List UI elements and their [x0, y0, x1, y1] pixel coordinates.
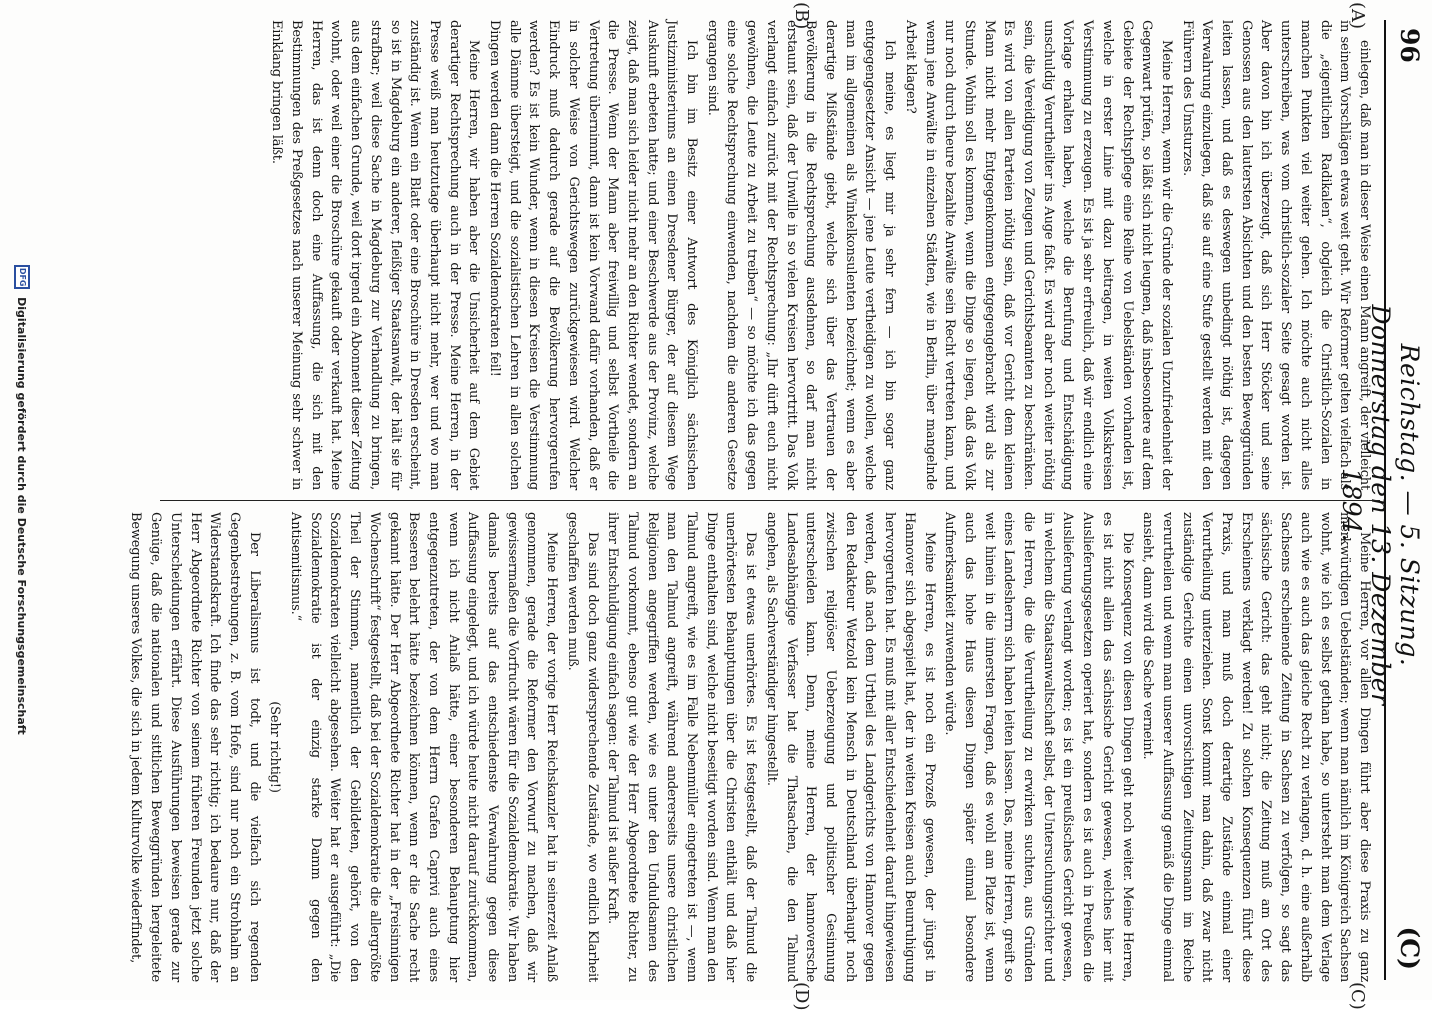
paragraph: Meine Herren, vor allen Dingen führt aber diese Praxis zu ganz merkwürdigen Uebelständen; wenn man nämlich im Königreich Sachsen wohnt, wie ich es selbst gethan habe, so untersteht man dem Verlage auch wie es auch das gleiche Recht zu verlangen, d. h. eine außerhalb Sachsens erscheinende Zeitung in Sachsen zu verfolgen, so sagt das sächsische Gericht: das geht nicht; die Zeitung muß am Ort des Erscheinens verklagt werden! Zu solchen Konsequenzen führt diese Praxis, und man muß doch derartige Zustände einmal einer Verurtheilung unterziehen. Sonst kommt man dahin, daß zwar nicht zuständige Gerichte einen unvorsichtigen Zeitungsmann im Reiche verurtheilen und wenn man unserer Auffassung gemäß die Dinge einmal ansieht, dann wird die Sache verneint.: [1140, 512, 1372, 982]
paragraph: Meine Herren, wenn wir die Gründe der sozialen Unzufriedenheit der Gegenwart prüfen, so läßt sich nicht leugnen, daß insbesondere auf dem Gebiete der Rechtspflege eine Reihe von Uebelständen vorhanden ist, welche in erster Linie mit dazu beitragen, in weiten Volkskreisen Verstimmung zu erzeugen. Es ist ja sehr erfreulich, daß wir endlich eine Vorlage erhalten haben, welche die Berufung und Entschädigung unschuldig Verurtheilter ins Auge faßt. Es wird aber noch weiter nöthig sein, die Vereidigung von Zeugen und Gerichtsbeamten zu beschränken. Es wird von allen Parteien nöthig sein, daß vor Gericht dem kleinen Mann nicht mehr Entgegenkommen entgegengebracht wird als zur Stunde. Wohin soll es kommen, wenn die Dinge so liegen, daß das Volk nur noch durch theure bezahlte Anwälte sein Recht vertreten kann, und wenn jene Anwälte in einzelnen Städten, wie in Berlin, über mangelnde Arbeit klagen?: [902, 20, 1174, 490]
paragraph: Das sind doch ganz widersprechende Zustände, wo endlich Klarheit geschaffen werden muß.: [564, 512, 600, 982]
footer-credit: Digitalisierung gefördert durch die Deutsche Forschungsgemeinschaft: [15, 297, 29, 735]
interjection: (Sehr richtig!): [267, 701, 283, 793]
header-rule: [1384, 20, 1386, 980]
paragraph: Das ist etwas unerhörtes. Es ist festgestellt, daß der Talmud die unerhörtesten Behauptungen über die Christen enthält und daß hier Dinge enthalten sind, welche nicht beseitigt worden sind. Wenn man den Talmud angreift, wie es im Falle Nebenmüller eingetreten ist —, wenn man den Talmud angreift, während andererseits unsere christlichen Religionen angegriffen werden, wie es unter den Unduldsamen des Talmud vorkommt, ebenso gut wie der Herr Abgeordnete Richter, zu ihrer Entschuldigung einfach sagen: der Talmud ist außer Kraft.: [605, 512, 759, 982]
page-header: [1337, 20, 1424, 980]
paragraph: Die Konsequenz von diesen Dingen geht noch weiter. Meine Herren, es ist nicht allein das sächsische Gericht gewesen, welches hier mit Auslieferungsgesetzen operiert hat, sondern es ist auch in Preußen die Auslieferung verlangt worden; es ist ein preußisches Gericht gewesen, in welchem die Staatsanwaltschaft selbst, der Untersuchungsrichter und die Herren, die die Verurtheilung zu erwirken suchten, aus Gründen eines Landesherrn sich haben leiten lassen. Das, meine Herren, greift so weit hinein in die innersten Fragen, daß es wohl am Platze ist, wenn auch das hohe Haus diesen Dingen später einmal besondere Aufmerksamkeit zuwenden würde.: [942, 512, 1135, 982]
paragraph: Meine Herren, der vorige Herr Reichskanzler hat in seinerzeit Anlaß genommen, gerade die Reformer den Vorwurf zu machen, daß wir gewissermaßen die Vorfrucht wären für die Sozialdemokratie. Wir haben damals bereits auf das entschiedenste Verwahrung gegen diese Auffassung eingelegt, und ich würde heute nicht darauf zurückkommen, wenn ich nicht Anlaß hätte, einer besonderen Behauptung hier entgegenzutreten, der von dem Herrn Grafen Caprivi auch eines Besseren belehrt hätte bezeichnen können, wenn er die Sache recht gekannt hätte. Der Herr Abgeordnete Richter hat in der „Freisinnigen Wochenschrift“ festgestellt, daß bei der Sozialdemokratie die allergrößte Theil der Stimmen, namentlich der Gebildeten, gehört, von den Sozialdemokraten vielleicht abgesehen. Weiter hat er ausgeführt: „Die Sozialdemokratie ist der einzig starke Damm gegen den Antisemitismus.“: [288, 512, 560, 982]
margin-marker-c: (C): [1347, 982, 1368, 1010]
paragraph: einlegen, daß man in dieser Weise einen Mann angreift, der vielleicht in seinem Vorschlägen etwas weit geht. Wir Reformer gelten vielfach als die „eigentlichen Radikalen“, obgleich die Christlich-Sozialen in manchen Punkten viel weiter gehen. Ich möchte auch nicht alles unterschreiben, was vom christlich-sozialer Seite gesagt worden ist. Aber davon bin ich überzeugt, daß sich Herr Stöcker und seine Genossen aus den lautersten Absichten und den besten Beweggründen leiten lassen, und daß es deswegen unbedingt nöthig ist, dagegen Verwahrung einzulegen, daß sie auf eine Stufe gestellt werden mit den Führern des Umsturzes.: [1179, 20, 1372, 490]
running-title: Reichstag. — 5. Sitzung. Donnerstag den 13. Dezember 1894.: [1337, 304, 1424, 706]
paragraph: Meine Herren, es ist noch ein Prozeß gewesen, der jüngst in Hannover sich abgespielt hat, der in weiten Kreisen auch Beunruhigung hervorgerufen hat. Es muß mit aller Entschiedenheit darauf hingewiesen werden, daß nach dem Urtheil des Landgerichts von Hannover gegen den Redakteur Wetzold kein Mensch in Deutschland überhaupt noch zwischen religiöser Ueberzeugung und politischer Gesinnung unterscheiden kann. Denn, meine Herren, der hannoversche Landesabhängige Verfasser hat die Thatsachen, die den Talmud angehen, als Sachverständiger hingestellt.: [763, 512, 937, 982]
left-text-column: [154, 20, 1374, 490]
column-divider: [160, 500, 1380, 501]
margin-marker-a: (A): [1347, 2, 1368, 30]
margin-marker-d: (D): [791, 982, 812, 1010]
paragraph: Der Liberalismus ist todt, und die vielfach sich regenden Gegenbestrebungen, z. B. vom Hofe, sind nur noch ein Strohhalm an Widerstandskraft. Ich finde das sehr richtig; ich bedaure nur, daß der Herr Abgeordnete Richter von seinem früheren Freunden jetzt solche Unterscheidungen erfährt. Diese Ausführungen beweisen gerade zur Genüge, daß die nationalen und sittlichen Beweggründen hergeleitete Bewegung unseres Volkes, die sich in jedem Kulturvolke wiederfindet,: [128, 512, 262, 982]
margin-marker-b: (B): [791, 2, 812, 30]
header-right-marker: (C): [1395, 926, 1424, 970]
page-number: 96: [1395, 28, 1424, 63]
paragraph: Ich bin im Besitz einer Antwort des Königlich sächsischen Justizministeriums an einen Dresdener Bürger, der auf diesem Wege Auskunft erbeten hatte; und einer Beschwerde aus der Provinz, welche zeigt, daß man sich leider nicht mehr an den Richter wendet, sondern an die Presse. Wenn der Mann aber freiwillig und selbst Vortheile die Vertretung übernimmt, dann ist kein Vorwand dafür vorhanden, daß er in solcher Weise von Gerichtswegen zurückgewiesen wird. Welcher Eindruck muß dadurch gerade auf die Bevölkerung hervorgerufen werden? Es ist kein Wunder, wenn in diesen Kreisen die Verstimmung alle Dämme übersteigt, und die sozialistischen Lehren in allen solchen Dingen werden dann die Herren Sozialdemokraten feil!: [487, 20, 700, 490]
digitization-footer: [0, 0, 44, 1000]
dfg-logo: DFG: [14, 265, 30, 289]
right-text-column: [128, 512, 1374, 982]
paragraph: Ich meine, es liegt mir ja sehr fern — ich bin sogar ganz entgegengesetzter Ansicht — jene Leute vertheidigen zu wollen, welche man im allgemeinen als Winkelkonsulenten bezeichnet; wenn es aber derartige Mißstände giebt, welche sich über das Vertrauen der Bevölkerung in die Rechtsprechung ausdehnen, so darf man nicht erstaunt sein, daß der Unwille in so vielen Kreisen hervortritt. Das Volk verlangt einfach zurück mit der Rechtsprechung: „Ihr dürft euch nicht gewöhnen, die Leute zu Arbeit zu treiben“ — so möchte ich das gegen eine solche Rechtsprechung einwenden, nachdem die anderen Gesetze ergangen sind.: [704, 20, 898, 490]
paragraph: Meine Herren, wir haben aber die Unsicherheit auf dem Gebiet derartiger Rechtsprechung auch in der Presse. Meine Herren, in der Presse weiß man heutzutage überhaupt nicht mehr, wer und wo man zuständig ist. Wenn ein Blatt oder eine Broschüre in Dresden erscheint, so ist in Magdeburg ein anderer, fleißiger Staatsanwalt, der hält sie für strafbar; weil diese Sache in Magdeburg zur Verhandlung zu bringen, aus dem einfachen Grunde, weil dort irgend ein Abonnent dieser Zeitung wohnt, oder weil einer die Broschüre gekauft oder verkauft hat. Meine Herren, das ist denn doch eine Auffassung, die sich mit den Bestimmungen des Preßgesetzes nach unserer Meinung sehr schwer in Einklang bringen läßt.: [269, 20, 482, 490]
